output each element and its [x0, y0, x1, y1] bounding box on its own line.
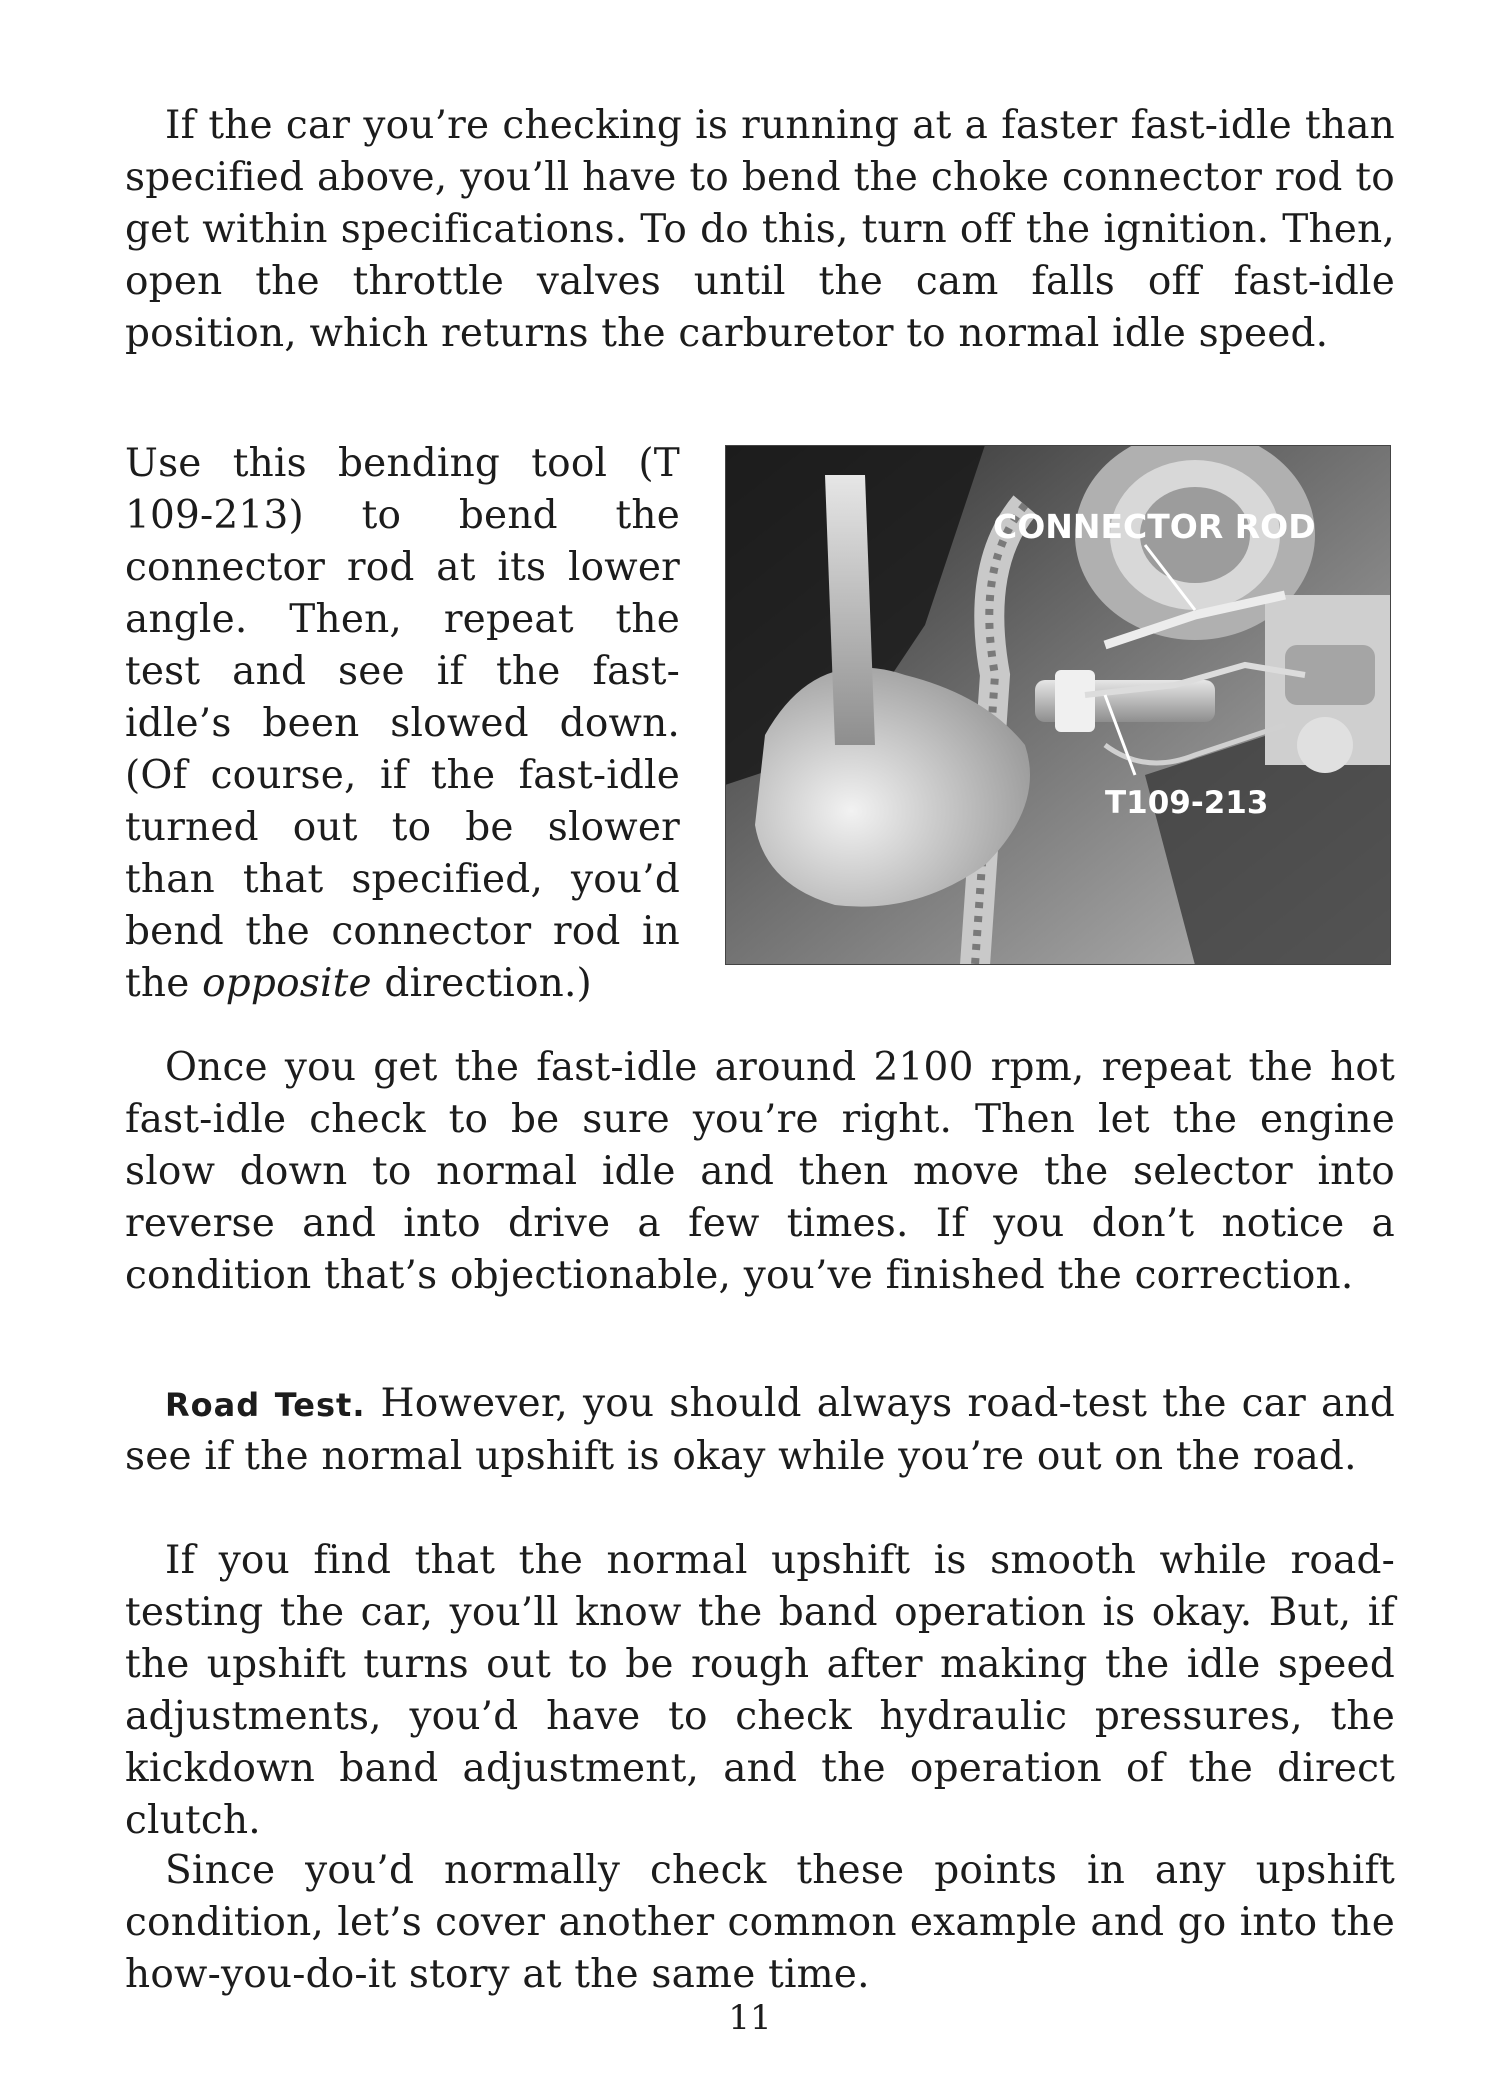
connector-rod-photo	[725, 445, 1391, 965]
paragraph-road-test-text: However, you should always road-test the car and see if the normal upshift is okay while you’re out on the road.	[125, 1381, 1395, 1479]
paragraph-hot-fast-idle-check: Once you get the fast-idle around 2100 rpm, repeat the hot fast-idle check to be sure you’re right. Then let the engine slow down to normal idle and then move the selector into reverse and into drive a few times. If you don’t notice a condition that’s objectionable, you’ve finished the correction.	[125, 1045, 1395, 1298]
paragraph-road-test	[125, 1378, 1395, 1483]
paragraph-upshift-check: If you find that the normal upshift is smooth while road-testing the car, you’ll know the band operation is okay. But, if the upshift turns out to be rough after making the idle speed adjustments, you’d have to check hydraulic pressures, the kickdown band adjustment, and the operation of the direct clutch.	[125, 1538, 1395, 1843]
paragraph-bending-tool-text: Use this bending tool (T 109-213) to bend the connector rod at its lower angle. Then, repeat the test and see if the fast-idle’s been slowed down. (Of course, if the fast-idle turned out to be slower than that specified, you’d bend the connector rod in the	[125, 441, 680, 1006]
paragraph-bending-tool	[125, 438, 680, 1010]
paragraph-next-example: Since you’d normally check these points in any upshift condition, let’s cover another common example and go into the how-you-do-it story at the same time.	[125, 1848, 1395, 1997]
emphasis-opposite: opposite	[202, 961, 372, 1006]
label-tool-number: T109-213	[1105, 785, 1269, 821]
photo-illustration	[725, 445, 1391, 965]
page-number: 11	[728, 1998, 772, 2038]
label-connector-rod: CONNECTOR ROD	[993, 507, 1316, 546]
paragraph-bending-tool-end: direction.)	[371, 961, 592, 1006]
section-heading-road-test: Road Test.	[165, 1386, 366, 1424]
paragraph-fast-idle-adjustment: If the car you’re checking is running at a faster fast-idle than specified above, you’ll have to bend the choke connector rod to get within specifications. To do this, turn off the ignition. Then, open the throttle valves until the cam falls off fast-idle position, which returns the carburetor to normal idle speed.	[125, 103, 1395, 356]
